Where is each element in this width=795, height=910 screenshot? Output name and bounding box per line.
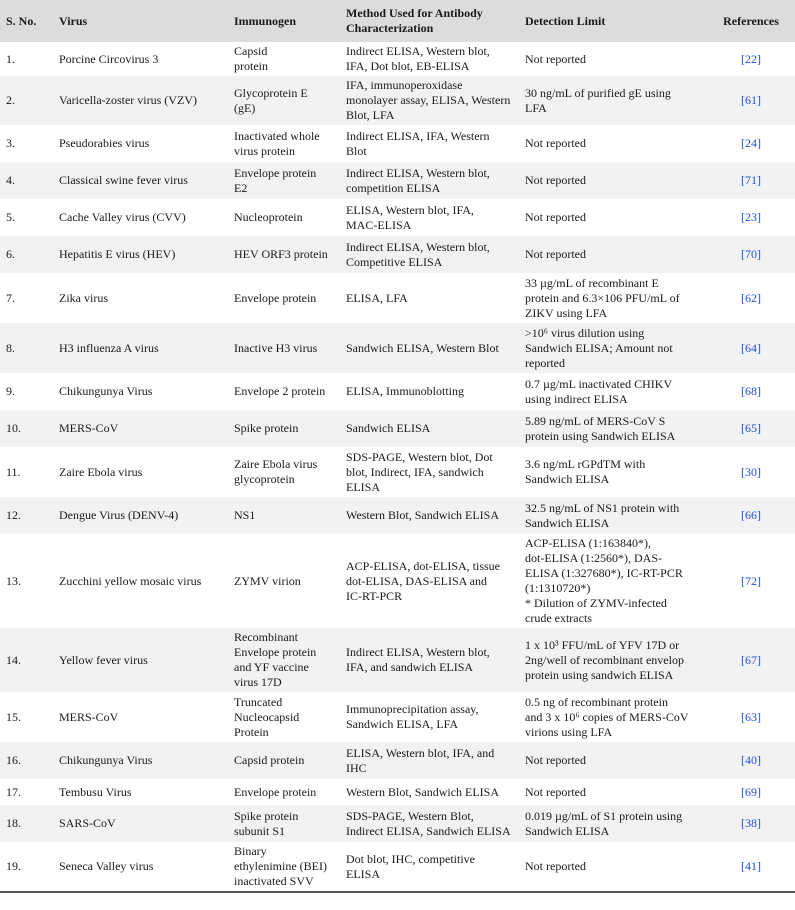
- cell-method: SDS-PAGE, Western Blot, Indirect ELISA, Sandwich ELISA: [346, 808, 511, 838]
- cell-reference: [707, 692, 795, 742]
- cell-virus: Cache Valley virus (CVV): [59, 210, 186, 224]
- cell-method: ELISA, Western blot, IFA, and IHC: [346, 745, 495, 775]
- cell-method: Indirect ELISA, Western blot, IFA, Dot blot, EB-ELISA: [346, 44, 490, 73]
- cell-immunogen: Spike protein: [234, 421, 299, 435]
- table-row: [0, 125, 795, 162]
- reference-link[interactable]: [30]: [741, 464, 761, 479]
- cell-immunogen: Spike protein subunit S1: [234, 808, 299, 838]
- cell-immunogen: Recombinant Envelope protein and YF vaccine virus 17D: [234, 630, 317, 689]
- cell-method: Western Blot, Sandwich ELISA: [346, 784, 500, 799]
- reference-link[interactable]: [23]: [741, 210, 761, 224]
- header-detection: Detection Limit: [525, 13, 606, 28]
- cell-sno: 18.: [6, 816, 21, 830]
- cell-detection: Not reported: [521, 842, 707, 892]
- cell-method: Indirect ELISA, Western blot, IFA, and sandwich ELISA: [346, 645, 490, 674]
- cell-reference: [707, 199, 795, 236]
- cell-detection: 5.89 ng/mL of MERS-CoV S protein using Sandwich ELISA: [525, 413, 676, 443]
- cell-immunogen: Inactive H3 virus: [234, 340, 318, 355]
- cell-sno: 14.: [6, 652, 21, 667]
- cell-reference: [707, 497, 795, 534]
- cell-detection: 0.5 ng of recombinant protein and 3 x 10⁶ copies of MERS-CoV virions using LFA: [525, 694, 689, 739]
- cell-method: Immunoprecipitation assay, Sandwich ELISA, LFA: [346, 702, 479, 731]
- cell-reference: [707, 842, 795, 892]
- cell-immunogen: Zaire Ebola virus glycoprotein: [234, 457, 318, 486]
- cell-reference: [707, 323, 795, 373]
- table-row: [0, 410, 795, 447]
- reference-link[interactable]: [67]: [741, 652, 761, 667]
- cell-virus: SARS-CoV: [59, 816, 116, 830]
- cell-immunogen: Nucleoprotein: [234, 210, 303, 224]
- cell-reference: [707, 534, 795, 628]
- cell-virus: Zika virus: [59, 290, 108, 305]
- cell-sno: 3.: [6, 136, 15, 150]
- cell-sno: 10.: [6, 421, 21, 435]
- reference-link[interactable]: [66]: [741, 508, 761, 522]
- cell-immunogen: Envelope protein E2: [234, 165, 317, 195]
- table-row: [0, 805, 795, 842]
- cell-immunogen: Capsid protein: [234, 753, 305, 767]
- cell-reference: [707, 410, 795, 447]
- cell-detection: 1 x 10³ FFU/mL of YFV 17D or 2ng/well of recombinant envelop protein using sandwich ELISA: [525, 637, 684, 682]
- header-immunogen: Immunogen: [234, 13, 297, 28]
- table-row: [0, 236, 795, 273]
- cell-sno: 7.: [6, 290, 15, 305]
- cell-detection: 0.019 µg/mL of S1 protein using Sandwich ELISA: [525, 808, 683, 838]
- cell-sno: 13.: [6, 573, 21, 588]
- table-row: [0, 779, 795, 805]
- reference-link[interactable]: [72]: [741, 573, 761, 588]
- cell-method: ACP-ELISA, dot-ELISA, tissue dot-ELISA, DAS-ELISA and IC-RT-PCR: [346, 558, 500, 603]
- cell-virus: MERS-CoV: [59, 421, 119, 435]
- table-row: [0, 42, 795, 76]
- cell-reference: [707, 447, 795, 497]
- cell-virus: Zucchini yellow mosaic virus: [59, 573, 202, 588]
- reference-link[interactable]: [64]: [741, 340, 761, 355]
- cell-detection: 33 µg/mL of recombinant E protein and 6.3×106 PFU/mL of ZIKV using LFA: [525, 275, 680, 320]
- cell-virus: Classical swine fever virus: [59, 173, 188, 187]
- cell-reference: [707, 273, 795, 323]
- cell-method: Sandwich ELISA, Western Blot: [346, 340, 499, 355]
- cell-immunogen: Binary ethylenimine (BEI) inactivated SVV: [230, 842, 342, 892]
- table-row: [0, 842, 795, 892]
- header-method: Method Used for Antibody Characterization: [346, 6, 483, 35]
- cell-immunogen: ZYMV virion: [234, 573, 301, 588]
- reference-link[interactable]: [62]: [741, 290, 761, 305]
- reference-link[interactable]: [70]: [741, 247, 761, 261]
- cell-detection: 30 ng/mL of purified gE using LFA: [525, 85, 671, 115]
- cell-method: Sandwich ELISA: [346, 421, 431, 435]
- table-row: [0, 534, 795, 628]
- reference-link[interactable]: [71]: [741, 173, 761, 187]
- reference-link[interactable]: [41]: [741, 859, 761, 873]
- table-row: [0, 76, 795, 125]
- cell-virus: Tembusu Virus: [59, 784, 132, 799]
- cell-method: Western Blot, Sandwich ELISA: [346, 508, 500, 522]
- cell-immunogen: Envelope protein: [234, 290, 317, 305]
- cell-method: IFA, immunoperoxidase monolayer assay, ELISA, Western Blot, LFA: [346, 78, 511, 122]
- cell-virus: Seneca Valley virus: [55, 842, 230, 892]
- cell-reference: [707, 125, 795, 162]
- cell-sno: 9.: [6, 384, 15, 398]
- table-header-row: [0, 0, 795, 42]
- cell-reference: [707, 779, 795, 805]
- cell-virus: Yellow fever virus: [59, 652, 148, 667]
- table-row: [0, 273, 795, 323]
- cell-sno: 12.: [6, 508, 21, 522]
- cell-immunogen: Glycoprotein E (gE): [234, 85, 308, 115]
- reference-link[interactable]: [38]: [741, 816, 761, 830]
- reference-link[interactable]: [69]: [741, 784, 761, 799]
- cell-detection: >10⁶ virus dilution using Sandwich ELISA; Amount not reported: [525, 325, 673, 370]
- reference-link[interactable]: [68]: [741, 384, 761, 398]
- cell-virus: Porcine Circovirus 3: [59, 51, 159, 66]
- table-row: [0, 199, 795, 236]
- cell-detection: 3.6 ng/mL rGPdTM with Sandwich ELISA: [525, 457, 646, 486]
- cell-immunogen: Capsid protein: [234, 44, 268, 73]
- cell-sno: 6.: [6, 247, 15, 261]
- cell-method: Indirect ELISA, Western blot, Competitive ELISA: [346, 239, 490, 269]
- table-row: [0, 447, 795, 497]
- cell-method: Dot blot, IHC, competitive ELISA: [342, 842, 521, 892]
- cell-virus: Chikungunya Virus: [59, 384, 153, 398]
- cell-reference: [707, 373, 795, 410]
- cell-virus: Hepatitis E virus (HEV): [59, 247, 176, 261]
- reference-link[interactable]: [61]: [741, 93, 761, 107]
- cell-virus: Pseudorabies virus: [59, 136, 150, 150]
- cell-virus: Zaire Ebola virus: [59, 464, 143, 479]
- cell-reference: [707, 628, 795, 692]
- cell-reference: [707, 162, 795, 199]
- cell-detection: Not reported: [525, 51, 586, 66]
- header-sno: S. No.: [6, 13, 37, 28]
- cell-sno: 8.: [6, 340, 15, 355]
- table-row: [0, 628, 795, 692]
- cell-detection: Not reported: [525, 247, 586, 261]
- cell-detection: Not reported: [525, 173, 586, 187]
- cell-method: ELISA, Immunoblotting: [346, 384, 464, 398]
- reference-link[interactable]: [40]: [741, 753, 761, 767]
- cell-immunogen: NS1: [234, 508, 256, 522]
- header-virus: Virus: [59, 13, 88, 28]
- table-row: [0, 497, 795, 534]
- cell-detection: ACP-ELISA (1:163840*), dot-ELISA (1:2560*), DAS- ELISA (1:327680*), IC-RT-PCR (1:1310720*) * Dilution of ZYMV-infected crude extracts: [525, 536, 683, 625]
- reference-link[interactable]: [24]: [741, 136, 761, 150]
- cell-sno: 5.: [6, 210, 15, 224]
- cell-detection: Not reported: [525, 784, 586, 799]
- table-row: [0, 373, 795, 410]
- cell-sno: 2.: [6, 93, 15, 107]
- cell-immunogen: Envelope protein: [234, 784, 317, 799]
- cell-virus: MERS-CoV: [59, 709, 119, 724]
- cell-method: Indirect ELISA, Western blot, competition ELISA: [346, 165, 490, 195]
- table-body: [0, 42, 795, 892]
- table-row: [0, 742, 795, 779]
- cell-reference: [707, 76, 795, 125]
- cell-method: ELISA, LFA: [346, 290, 408, 305]
- reference-link[interactable]: [22]: [741, 51, 761, 66]
- cell-detection: Not reported: [525, 210, 586, 224]
- cell-immunogen: Envelope 2 protein: [234, 384, 326, 398]
- cell-reference: [707, 236, 795, 273]
- reference-link[interactable]: [65]: [741, 421, 761, 435]
- cell-detection: Not reported: [525, 753, 586, 767]
- cell-immunogen: Inactivated whole virus protein: [234, 128, 320, 158]
- table-row: [0, 692, 795, 742]
- reference-link[interactable]: [63]: [741, 709, 761, 724]
- cell-virus: Varicella-zoster virus (VZV): [59, 93, 197, 107]
- cell-method: SDS-PAGE, Western blot, Dot blot, Indirect, IFA, sandwich ELISA: [346, 449, 493, 494]
- cell-immunogen: Truncated Nucleocapsid Protein: [234, 694, 300, 739]
- table-row: [0, 162, 795, 199]
- cell-reference: [707, 805, 795, 842]
- cell-virus: Chikungunya Virus: [59, 753, 153, 767]
- cell-virus: H3 influenza A virus: [59, 340, 159, 355]
- cell-sno: 11.: [6, 464, 21, 479]
- cell-detection: Not reported: [525, 136, 586, 150]
- cell-method: Indirect ELISA, IFA, Western Blot: [346, 128, 490, 158]
- cell-reference: [707, 42, 795, 76]
- cell-sno: 15.: [6, 709, 21, 724]
- cell-method: ELISA, Western blot, IFA, MAC-ELISA: [346, 202, 474, 232]
- cell-reference: [707, 742, 795, 779]
- cell-detection: 32.5 ng/mL of NS1 protein with Sandwich ELISA: [525, 500, 680, 530]
- cell-sno: 1.: [6, 51, 15, 66]
- cell-sno: 17.: [6, 784, 21, 799]
- cell-sno: 19.: [0, 842, 55, 892]
- cell-virus: Dengue Virus (DENV-4): [59, 508, 179, 522]
- cell-immunogen: HEV ORF3 protein: [234, 247, 328, 261]
- cell-detection: 0.7 µg/mL inactivated CHIKV using indirect ELISA: [525, 376, 673, 406]
- cell-sno: 16.: [6, 753, 21, 767]
- table-row: [0, 323, 795, 373]
- cell-sno: 4.: [6, 173, 15, 187]
- header-references: References: [723, 13, 779, 28]
